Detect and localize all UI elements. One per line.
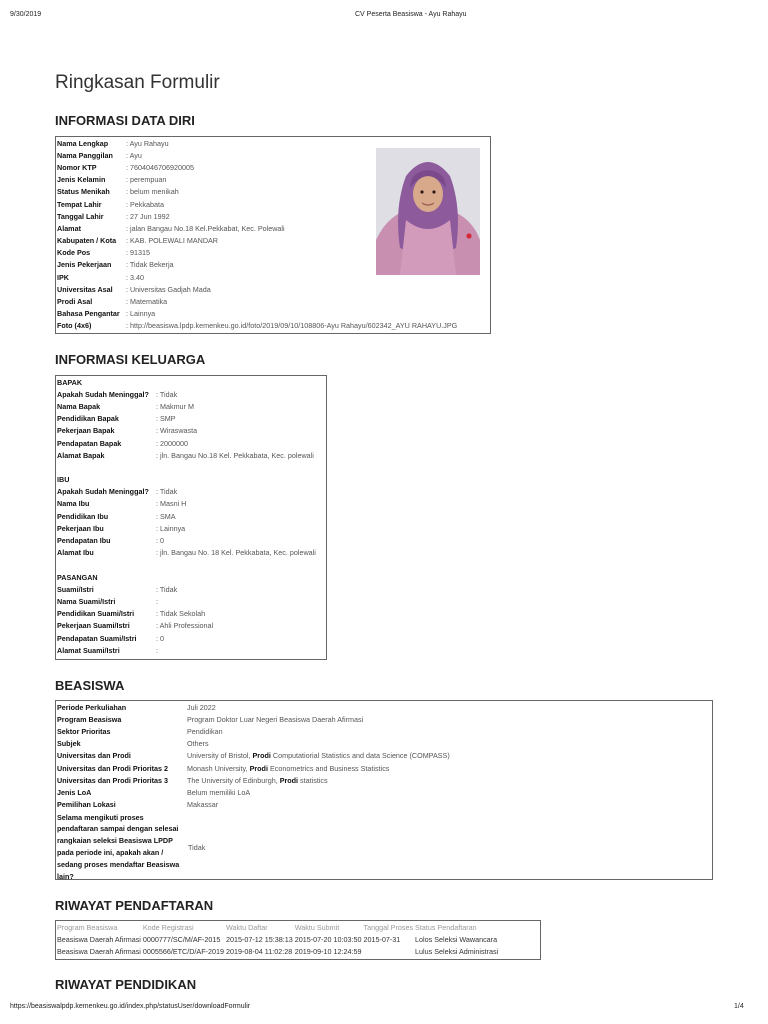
field-value — [186, 774, 452, 786]
keluarga-box — [55, 375, 327, 660]
field-value: Pendidikan — [187, 726, 223, 736]
value-prodi: Computatiorial Statistics and data Science (COMPASS) — [270, 751, 450, 761]
field-value: : Pekkabata — [126, 199, 164, 209]
field-label: PASANGAN — [57, 572, 98, 582]
field-label: Universitas dan Prodi Prioritas 3 — [57, 775, 169, 785]
field-label: Pendapatan Bapak — [57, 438, 122, 448]
field-label: Alamat — [57, 223, 81, 233]
field-label: Pekerjaan Suami/Istri — [57, 621, 130, 631]
table-row — [56, 510, 318, 522]
field-label: Pekerjaan Bapak — [57, 426, 115, 436]
riwayat-pendaftaran-table — [56, 921, 499, 958]
field-label: Kode Pos — [57, 248, 91, 258]
field-label: Pendapatan Suami/Istri — [57, 633, 137, 643]
table-row — [56, 644, 318, 656]
table-cell: 2019-09-10 12:24:59 — [294, 947, 362, 957]
table-row — [56, 750, 452, 762]
column-header: Waktu Daftar — [226, 922, 268, 932]
table-row — [56, 283, 459, 295]
table-row — [56, 799, 452, 811]
section-heading-riwayat-pendaftaran: RIWAYAT PENDAFTARAN — [55, 898, 214, 913]
table-row — [56, 388, 318, 400]
field-value: : jalan Bangau No.18 Kel.Pekkabat, Kec. Polewali — [126, 223, 285, 233]
field-value: : Tidak — [156, 487, 178, 497]
field-value: Makassar — [187, 800, 219, 810]
section-heading-riwayat-pendidikan: RIWAYAT PENDIDIKAN — [55, 977, 197, 992]
question-line: rangkaian seleksi Beasiswa LPDP — [57, 836, 173, 846]
table-row — [56, 571, 318, 583]
field-value: : Universitas Gadjah Mada — [126, 284, 211, 294]
table-row — [56, 449, 318, 461]
table-row — [56, 946, 499, 958]
field-value: Program Doktor Luar Negeri Beasiswa Daerah Afirmasi — [187, 714, 364, 724]
field-value: : Lainnya — [126, 309, 156, 319]
section-heading-data-diri: INFORMASI DATA DIRI — [55, 113, 195, 128]
field-value: : Tidak Bekerja — [126, 260, 174, 270]
field-value: : 27 Jun 1992 — [126, 211, 170, 221]
print-doc-title: CV Peserta Beasiswa - Ayu Rahayu — [355, 11, 467, 18]
beasiswa-question — [56, 812, 186, 883]
field-label: Pendapatan Ibu — [57, 536, 111, 546]
table-row — [56, 620, 318, 632]
field-label: Universitas Asal — [57, 284, 113, 294]
column-header: Waktu Submit — [294, 922, 340, 932]
field-label: Periode Perkuliahan — [57, 702, 127, 712]
field-value: : 3.40 — [126, 272, 144, 282]
field-label: Apakah Sudah Meninggal? — [57, 389, 149, 399]
field-label: Foto (4x6) — [57, 321, 92, 331]
question-line: pendaftaran sampai dengan selesai — [57, 824, 179, 834]
table-row — [56, 425, 318, 437]
field-value: : 0 — [156, 536, 164, 546]
question-line: pada periode ini, apakah akan / — [57, 848, 164, 858]
field-label: Suami/Istri — [57, 584, 94, 594]
field-value: Belum memiliki LoA — [187, 787, 251, 797]
table-row — [56, 474, 318, 486]
table-row — [56, 583, 318, 595]
table-row — [56, 461, 318, 473]
field-label: Jenis Kelamin — [57, 175, 106, 185]
field-value: : 91315 — [126, 248, 150, 258]
field-value: : Tidak Sekolah — [156, 609, 206, 619]
value-prodi: Econometrics and Business Statistics — [267, 763, 390, 773]
field-label — [56, 461, 155, 473]
field-value: : Ahli Professional — [156, 621, 214, 631]
field-value: Others — [187, 739, 209, 749]
table-row — [56, 762, 452, 774]
keluarga-table — [56, 376, 318, 656]
field-label: Tempat Lahir — [57, 199, 102, 209]
table-header-row — [56, 921, 499, 933]
table-row — [56, 437, 318, 449]
field-value — [186, 762, 452, 774]
table-row — [56, 608, 318, 620]
field-label: Jenis LoA — [57, 787, 92, 797]
field-value: : jln. Bangau No.18 Kel. Pekkabata, Kec. polewali — [156, 450, 314, 460]
field-value: : belum menikah — [126, 187, 179, 197]
table-cell: 0005566/ETC/D/AF-2019 — [142, 947, 224, 957]
column-header: Program Beasiswa — [57, 922, 118, 932]
field-value: : Ayu Rahayu — [126, 138, 169, 148]
field-label: Program Beasiswa — [57, 714, 122, 724]
field-label: Jenis Pekerjaan — [57, 260, 112, 270]
table-row — [56, 632, 318, 644]
field-label: Alamat Suami/Istri — [57, 645, 120, 655]
riwayat-pendaftaran-box — [55, 920, 541, 960]
page-title: Ringkasan Formulir — [55, 72, 220, 93]
field-value: : perempuan — [126, 175, 167, 185]
field-value: : SMA — [156, 511, 176, 521]
field-value: Juli 2022 — [187, 702, 216, 712]
field-label: Tanggal Lahir — [57, 211, 104, 221]
field-label: Universitas dan Prodi — [57, 751, 131, 761]
table-cell: 2015-07-20 10:03:50 — [294, 935, 362, 945]
section-heading-beasiswa: BEASISWA — [55, 678, 125, 693]
field-label: Nama Lengkap — [57, 138, 109, 148]
field-value: : 0 — [156, 633, 164, 643]
table-row — [56, 498, 318, 510]
field-value — [155, 571, 318, 583]
table-row — [56, 713, 452, 725]
field-label: Alamat Ibu — [57, 548, 94, 558]
field-label: Pendidikan Ibu — [57, 511, 109, 521]
value-university: The University of Edinburgh, — [187, 775, 280, 785]
field-label: Nama Ibu — [57, 499, 90, 509]
table-row — [56, 400, 318, 412]
field-label: Status Menikah — [57, 187, 110, 197]
beasiswa-question-answer: Tidak — [188, 842, 206, 852]
table-row — [56, 413, 318, 425]
footer-url: https://beasiswalpdp.kemenkeu.go.id/index.php/statusUser/downloadFormulir — [10, 1003, 251, 1010]
value-prodi-label: Prodi — [279, 775, 299, 785]
field-label: Pemilihan Lokasi — [57, 800, 116, 810]
table-row — [56, 738, 452, 750]
field-value: : Wiraswasta — [156, 426, 198, 436]
value-university: University of Bristol, — [187, 751, 253, 761]
field-label: Pendidikan Bapak — [57, 414, 119, 424]
table-row — [56, 522, 318, 534]
field-value — [155, 461, 318, 473]
field-label: Subjek — [57, 739, 81, 749]
profile-photo-icon — [376, 148, 480, 275]
field-label: Alamat Bapak — [57, 450, 105, 460]
table-row — [56, 786, 452, 798]
table-cell: 2015-07-12 15:38:13 — [226, 935, 293, 945]
table-cell: 2015-07-31 — [363, 935, 401, 945]
field-label: Nama Panggilan — [57, 150, 113, 160]
field-label: Nomor KTP — [57, 162, 97, 172]
field-label: IBU — [57, 475, 70, 485]
table-row — [56, 559, 318, 571]
table-cell: Beasiswa Daerah Afirmasi — [57, 935, 141, 945]
value-prodi-label: Prodi — [249, 763, 268, 773]
field-label: Prodi Asal — [57, 297, 93, 307]
field-label: Sektor Prioritas — [57, 726, 111, 736]
field-value: : Matematika — [126, 297, 168, 307]
beasiswa-table — [56, 701, 452, 811]
value-prodi: statistics — [298, 775, 328, 785]
field-label: Pekerjaan Ibu — [57, 523, 104, 533]
field-label: BAPAK — [57, 377, 83, 387]
field-label: Apakah Sudah Meninggal? — [57, 487, 149, 497]
value-prodi-label: Prodi — [252, 751, 271, 761]
section-heading-keluarga: INFORMASI KELUARGA — [55, 352, 206, 367]
field-value: : http://beasiswa.lpdp.kemenkeu.go.id/foto/2019/09/10/108806-Ayu Rahayu/602342_AYU RAHAYU.JPG — [126, 321, 458, 331]
table-row — [56, 534, 318, 546]
field-value — [155, 474, 318, 486]
field-value: : Masni H — [156, 499, 187, 509]
table-cell — [363, 946, 415, 958]
field-value: : Tidak — [156, 389, 178, 399]
table-row — [56, 933, 499, 945]
column-header: Kode Registrasi — [142, 922, 194, 932]
table-row — [56, 595, 318, 607]
field-value: : KAB. POLEWALI MANDAR — [126, 236, 218, 246]
field-label: Bahasa Pengantar — [57, 309, 120, 319]
field-label: IPK — [57, 272, 69, 282]
table-row — [56, 547, 318, 559]
table-cell: Lolos Seleksi Wawancara — [415, 935, 498, 945]
table-row — [56, 774, 452, 786]
question-line: Selama mengikuti proses — [57, 812, 144, 822]
field-value: : 2000000 — [156, 438, 188, 448]
field-label: Nama Bapak — [57, 401, 101, 411]
table-cell: Beasiswa Daerah Afirmasi — [57, 947, 141, 957]
table-cell: 2019-08-04 11:02:28 — [226, 947, 293, 957]
field-value: : 7604046706920005 — [126, 162, 194, 172]
field-value: : Lainnya — [156, 523, 186, 533]
table-row — [56, 308, 459, 320]
column-header: Status Pendaftaran — [415, 922, 477, 932]
field-label: Nama Suami/Istri — [57, 596, 116, 606]
field-value: : SMP — [156, 414, 176, 424]
table-row — [56, 376, 318, 388]
field-label: Pendidikan Suami/Istri — [57, 609, 135, 619]
field-label: Universitas dan Prodi Prioritas 2 — [57, 763, 169, 773]
field-value — [186, 750, 452, 762]
field-value: : jln. Bangau No. 18 Kel. Pekkabata, Kec. polewali — [156, 548, 316, 558]
field-value — [155, 559, 318, 571]
field-value: : Makmur M — [156, 401, 194, 411]
field-label: Kabupaten / Kota — [57, 236, 117, 246]
question-line: sedang proses mendaftar Beasiswa — [57, 859, 180, 869]
table-row — [56, 701, 452, 713]
table-row — [56, 320, 459, 332]
question-line: lain? — [57, 871, 74, 881]
field-value — [155, 376, 318, 388]
field-label — [56, 559, 155, 571]
table-row — [56, 725, 452, 737]
field-value: : Tidak — [156, 584, 178, 594]
value-university: Monash University, — [187, 763, 250, 773]
profile-photo — [376, 148, 480, 275]
print-date: 9/30/2019 — [10, 11, 42, 18]
field-value: : — [156, 645, 158, 655]
column-header: Tanggal Proses — [363, 922, 414, 932]
beasiswa-box — [55, 700, 713, 880]
table-cell: 0000777/SC/M/AF-2015 — [142, 935, 221, 945]
field-value: : — [156, 596, 158, 606]
beasiswa-question-table — [56, 812, 207, 883]
table-row — [56, 295, 459, 307]
table-cell: Lulus Seleksi Administrasi — [415, 947, 499, 957]
footer-page-number: 1/4 — [734, 1003, 744, 1010]
field-value: : Ayu — [126, 150, 142, 160]
table-row — [56, 486, 318, 498]
beasiswa-question-row — [56, 812, 207, 883]
